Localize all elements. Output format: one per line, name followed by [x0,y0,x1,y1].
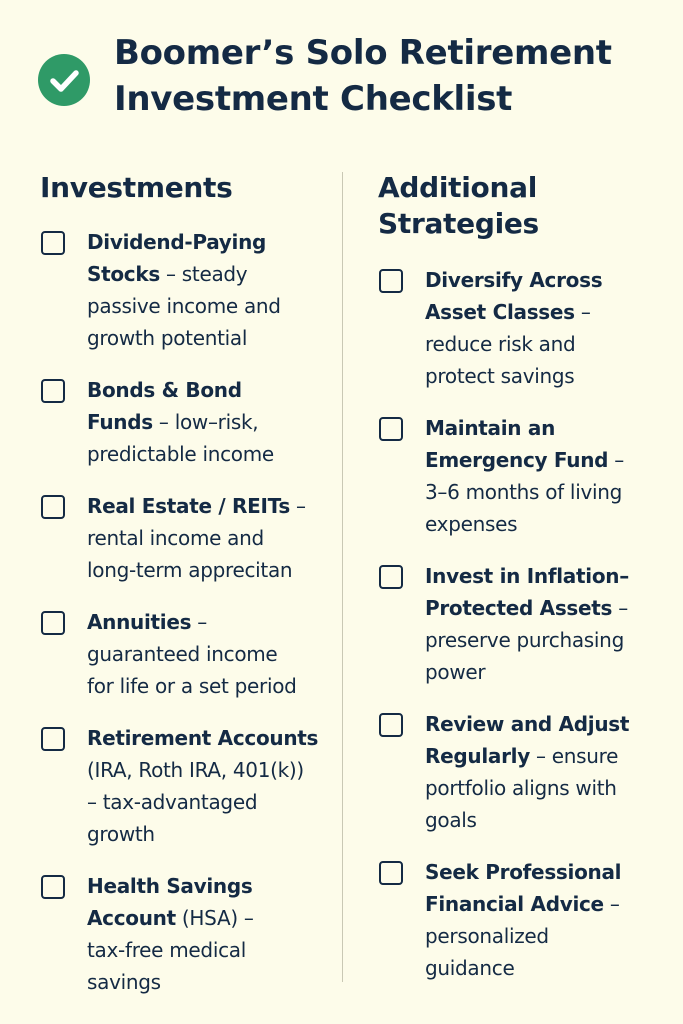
checklist-item-title: Asset Classes [425,300,575,324]
checklist-item-line [425,476,668,508]
checklist-item [378,856,668,984]
title-line-2: Investment Checklist [114,79,513,119]
checklist-item-title: Financial Advice [425,892,604,916]
checklist-item-title: Annuities [87,610,192,634]
checklist-item-line [87,374,332,406]
checkbox[interactable] [379,417,403,441]
checklist-item-title: Bonds & Bond [87,378,242,402]
checklist-item-text [87,722,332,850]
checklist-item [40,226,332,354]
checklist-item [40,374,332,470]
checkbox[interactable] [379,565,403,589]
checkbox[interactable] [41,875,65,899]
checklist-item-title: Funds [87,410,153,434]
checklist-item [378,560,668,688]
strategies-column [378,170,668,1004]
checklist-item-description: – [574,300,591,324]
checklist-item [40,722,332,850]
checklist-item-line [425,296,668,328]
checklist-item-title: Stocks [87,262,160,286]
checklist-item-title: Diversify Across [425,268,603,292]
checklist-item-text [87,870,332,998]
checklist-item-title: Seek Professional [425,860,622,884]
checklist-item-line [87,818,332,850]
checkbox[interactable] [41,231,65,255]
checklist-item-line [87,786,332,818]
checklist-item-line [87,638,332,670]
checklist-item-line [87,870,332,902]
checklist-item-description: portfolio aligns with [425,776,617,800]
checklist-item-line [87,290,332,322]
checklist-item-description: – low–risk, [152,410,259,434]
header [0,0,683,150]
checklist-item [378,708,668,836]
checklist-item-title: Health Savings [87,874,253,898]
checklist-item-text [425,264,668,392]
checklist-item-line [87,722,332,754]
checklist-item-line [87,606,332,638]
checklist-item-line [87,754,332,786]
checklist-item-line [425,444,668,476]
checklist-item-line [87,226,332,258]
checklist-item-description: – [612,596,628,620]
checklist-item-line [425,592,668,624]
checklist-item-text [87,490,332,586]
checklist-item-title: Real Estate / REITs [87,494,290,518]
checklist-item-line [425,328,668,360]
checklist-item-description: 3–6 months of living [425,480,623,504]
column-divider [342,172,343,982]
checklist-item-description: – [191,610,207,634]
checklist-item-description: savings [87,970,161,994]
checklist-item-text [425,560,668,688]
checklist-item-title: Account [87,906,176,930]
checklist-item-line [87,670,332,702]
checklist-item-description: growth potential [87,326,248,350]
checklist-item-title: Protected Assets [425,596,613,620]
checklist-item-title: Maintain an [425,416,556,440]
checklist-item-description: guaranteed income [87,642,278,666]
checklist-item-text [425,856,668,984]
checklist-item-line [425,952,668,984]
investments-heading [40,170,332,206]
checklist-item-title: Dividend-Paying [87,230,267,254]
checklist-item-line [425,264,668,296]
checklist-item [40,606,332,702]
checklist-item-description: – [289,494,306,518]
title-line-1: Boomer’s Solo Retirement [114,33,612,73]
checklist-item-description: preserve purchasing [425,628,624,652]
checklist-item-description: goals [425,808,477,832]
checklist-item-description: for life or a set period [87,674,297,698]
checklist-item [378,412,668,540]
checklist-item-line [425,856,668,888]
checklist-item-line [425,740,668,772]
strategies-heading [378,170,668,242]
checklist-item-line [87,522,332,554]
checklist-item-line [425,360,668,392]
checklist-item-line [87,490,332,522]
checklist-item-line [425,560,668,592]
strategies-list [378,264,668,984]
checkbox[interactable] [379,861,403,885]
checklist-item-title: Emergency Fund [425,448,609,472]
checklist-item-line [87,322,332,354]
checklist-item-description: rental income and [87,526,264,550]
checklist-item-description: protect savings [425,364,575,388]
checklist-item-description: – ensure [529,744,619,768]
checklist-item-title: Invest in Inflation– [425,564,629,588]
checklist-item-title: Retirement Accounts [87,726,319,750]
strategies-heading-line-2: Strategies [378,207,539,240]
checklist-item-line [425,412,668,444]
checkbox[interactable] [41,727,65,751]
checklist-item-line [425,888,668,920]
checklist-item-line [425,708,668,740]
checklist-item-line [87,406,332,438]
checkbox[interactable] [379,269,403,293]
checklist-item-description: – [608,448,624,472]
checkbox[interactable] [41,611,65,635]
checklist-item-description: long-term apprecitan [87,558,293,582]
checklist-item-line [87,258,332,290]
checklist-item [378,264,668,392]
checklist-item-line [425,804,668,836]
page-title [114,30,674,122]
checklist-item-description: personalized [425,924,549,948]
checkbox[interactable] [41,495,65,519]
checklist-item-description: – [603,892,620,916]
checklist-item-line [87,554,332,586]
checklist-item-line [87,902,332,934]
checkbox[interactable] [41,379,65,403]
checklist-item-text [87,374,332,470]
checklist-item-title: Regularly [425,744,530,768]
investments-list [40,226,332,998]
checklist-item-line [87,934,332,966]
checklist-item-description: predictable income [87,442,274,466]
checklist-item-description: expenses [425,512,518,536]
checklist-item-line [87,966,332,998]
check-circle-icon [38,54,90,106]
checklist-item-text [87,606,332,702]
checklist-item-line [425,920,668,952]
checklist-item-description: guidance [425,956,515,980]
checklist-item-line [87,438,332,470]
checkbox[interactable] [379,713,403,737]
checklist-item-description: – tax-advantaged [87,790,258,814]
checklist-item-description: power [425,660,486,684]
checklist-item-line [425,656,668,688]
checklist-item-title: Review and Adjust [425,712,630,736]
checklist-item-description: growth [87,822,155,846]
strategies-heading-line-1: Additional [378,171,537,204]
investments-column [40,170,332,1018]
checklist-item-description: (HSA) – [175,906,254,930]
checklist-item-line [425,624,668,656]
checklist-item [40,490,332,586]
checklist-item-description: reduce risk and [425,332,576,356]
checklist-item-text [87,226,332,354]
checklist-item-description: (IRA, Roth IRA, 401(k)) [87,758,304,782]
checklist-item-text [425,412,668,540]
checklist-item-line [425,508,668,540]
checklist-item-description: tax-free medical [87,938,246,962]
checklist-item-description: – steady [159,262,248,286]
investments-heading-text: Investments [40,171,233,204]
checklist-item-line [425,772,668,804]
checklist-item [40,870,332,998]
checklist-item-text [425,708,668,836]
checklist-item-description: passive income and [87,294,281,318]
